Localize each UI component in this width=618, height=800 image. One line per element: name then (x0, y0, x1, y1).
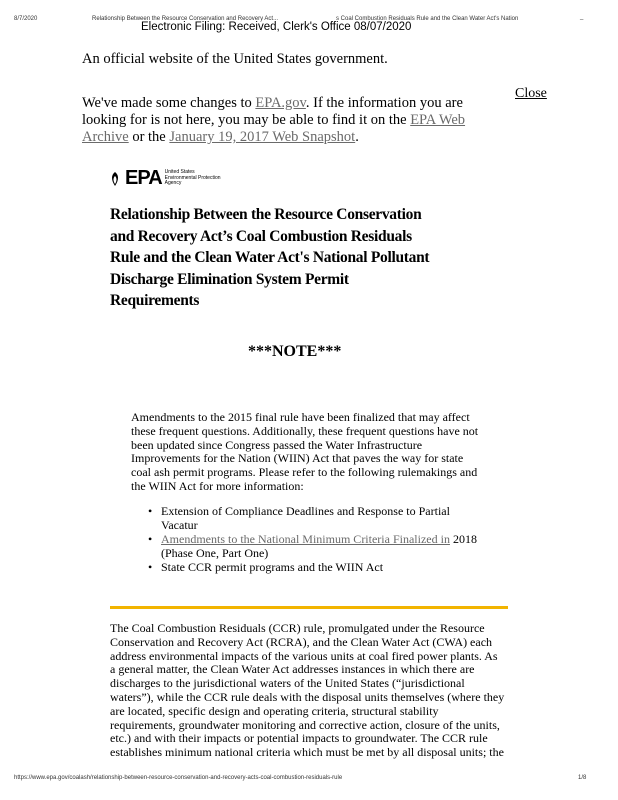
body-line: address environmental impacts of the various units at coal fired power plants. As (110, 648, 498, 663)
changes-text: looking for is not here, you may be able to find it on the (82, 112, 411, 128)
footer-page-number: 1/8 (578, 775, 587, 781)
footer-url: https://www.epa.gov/coalash/relationship-between-resource-conservation-and-recovery-acts-coal-combustion-residuals-rule (14, 775, 343, 781)
changes-text: or the (128, 129, 170, 145)
list-item[interactable] (148, 532, 477, 561)
print-date: 8/7/2020 (14, 16, 38, 22)
filing-stamp: Electronic Filing: Received, Clerk's Office 08/07/2020 (141, 21, 412, 33)
print-header-dash: _ (580, 14, 584, 20)
body-line: waters”), while the CCR rule deals with the disposal units themselves (where they (110, 689, 505, 704)
epa-logo-mark: EPA (125, 167, 162, 189)
close-link[interactable]: Close (515, 86, 547, 101)
list-item[interactable] (148, 504, 450, 533)
note-line: been updated since Congress passed the Water Infrastructure (131, 437, 423, 452)
note-line: these frequent questions. Additionally, these frequent questions have not (131, 423, 479, 438)
epa-web-archive-link-cont[interactable]: Archive (82, 129, 129, 145)
epa-logo[interactable] (108, 167, 227, 190)
body-paragraph (110, 622, 560, 760)
official-website-notice: An official website of the United States government. (82, 51, 388, 67)
epa-logo-agency: United States Environmental Protection Agency (164, 169, 221, 187)
bullet-text: (Phase One, Part One) (161, 545, 269, 560)
amendments-link[interactable]: Amendments to the National Minimum Criteria Finalized in (161, 532, 450, 546)
bullet-text: State CCR permit programs and the WIIN Act (161, 560, 384, 574)
changes-notice-line1 (82, 95, 463, 112)
body-line: are located, specific design and operating criteria, structural stability (110, 703, 439, 718)
changes-notice-line3 (82, 129, 359, 146)
epa-web-archive-link[interactable]: EPA Web (410, 112, 466, 128)
epa-gov-link[interactable]: EPA.gov (255, 95, 306, 111)
body-line: establishes minimum national criteria which must be met by all disposal units; the (110, 745, 504, 760)
bullet-icon: • (148, 560, 153, 574)
note-line: the WIIN Act for more information: (131, 478, 304, 493)
list-item[interactable] (148, 560, 384, 575)
changes-text: . If the information you are (305, 95, 463, 111)
bullet-icon: • (148, 532, 153, 546)
body-line: etc.) and with their impacts or potential impacts to groundwater. The CCR rule (110, 731, 488, 746)
body-line: The Coal Combustion Residuals (CCR) rule, promulgated under the Resource (110, 621, 485, 635)
bullet-text: Extension of Compliance Deadlines and Response to Partial (161, 504, 450, 518)
body-line: a general matter, the Clean Water Act addresses instances in which there are (110, 662, 475, 677)
section-divider (110, 606, 508, 609)
body-line: discharges to the jurisdictional waters of the United States (“jurisdictional (110, 676, 465, 691)
epa-flower-icon (108, 171, 122, 187)
web-snapshot-link[interactable]: January 19, 2017 Web Snapshot (169, 129, 356, 145)
body-line: Conservation and Recovery Act (RCRA), and the Clean Water Act (CWA) each (110, 634, 493, 649)
bullet-text: Vacatur (161, 517, 198, 532)
print-title-left: Relationship Between the Resource Conservation and Recovery Act... (92, 16, 279, 22)
print-title-right: s Coal Combustion Residuals Rule and the Clean Water Act's Nation (336, 16, 519, 22)
changes-text: We've made some changes to (82, 95, 256, 111)
changes-text: . (355, 129, 359, 145)
note-line: Improvements for the Nation (WIIN) Act that paves the way for state (131, 451, 464, 466)
bullet-icon: • (148, 504, 153, 518)
note-line: coal ash permit programs. Please refer to the following rulemakings and (131, 465, 478, 480)
note-paragraph (131, 411, 531, 494)
changes-notice-line2 (82, 112, 465, 129)
page-title: Relationship Between the Resource Conservation and Recovery Act’s Coal Combustion Residuals Rule and the Clean Water Act's National Pollutant Discharge Elimination System Permit Requirements (110, 206, 430, 309)
bullet-text: 2018 (449, 532, 477, 546)
note-heading: ***NOTE*** (248, 343, 342, 360)
body-line: requirements, groundwater monitoring and corrective action, closure of the units, (110, 717, 500, 732)
note-line: Amendments to the 2015 final rule have been finalized that may affect (131, 410, 470, 424)
